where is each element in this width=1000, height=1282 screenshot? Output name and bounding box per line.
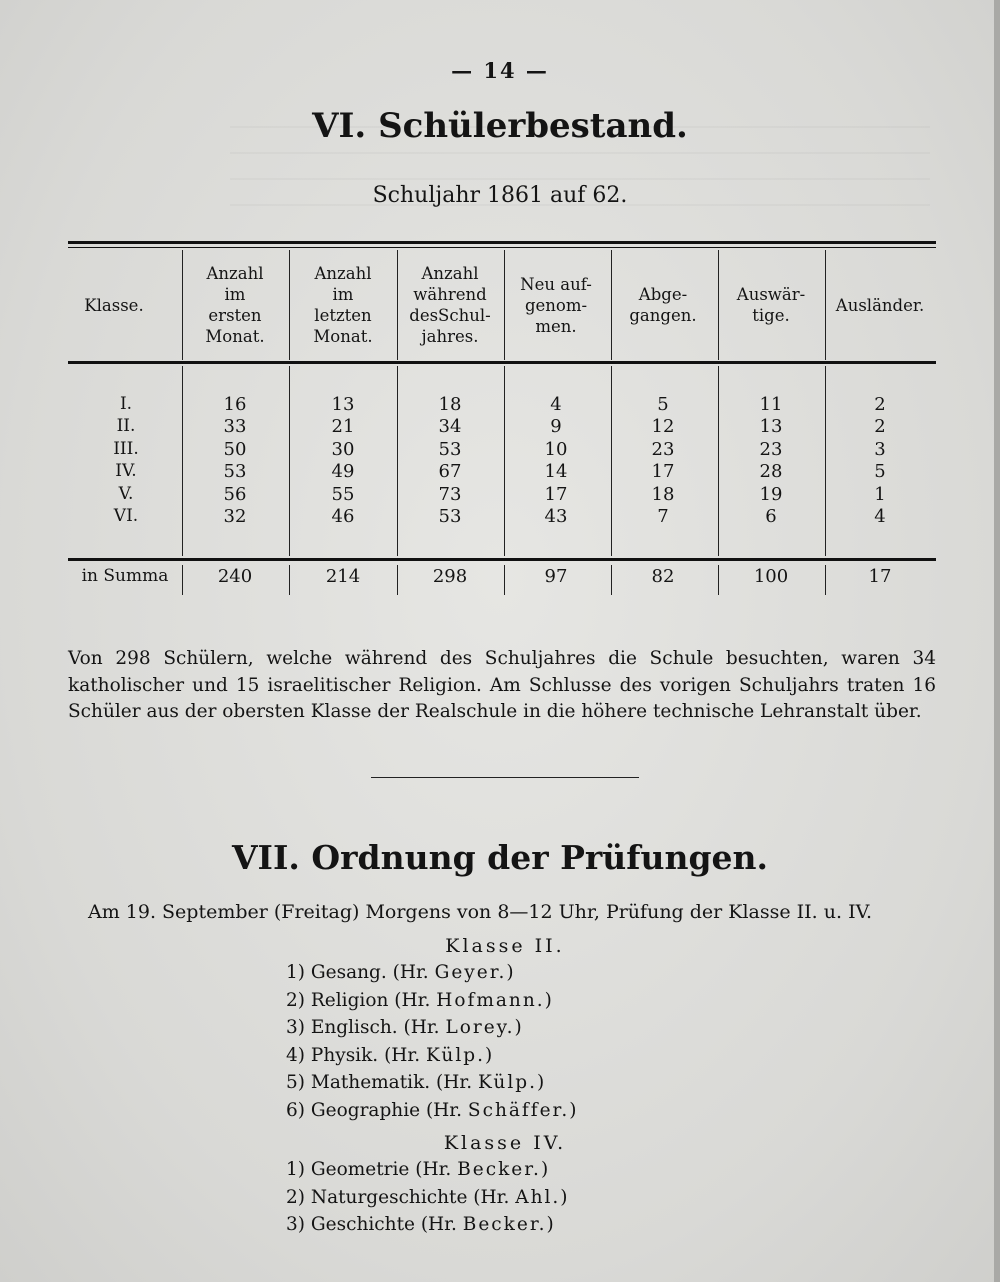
klasse-label: III.: [113, 438, 139, 459]
header-line: men.: [535, 316, 577, 336]
table-header-cell: [293, 263, 393, 347]
item-subject: Englisch. (Hr.: [310, 1017, 440, 1038]
table-cell: 16: [223, 394, 247, 415]
header-line: jahres.: [421, 327, 479, 346]
table-column-divider: [504, 565, 505, 595]
header-line: gangen.: [629, 306, 697, 325]
table-cell: 2: [874, 416, 886, 438]
table-header-cell: [613, 284, 713, 326]
table-cell: 14: [544, 461, 568, 483]
section-divider: [371, 777, 639, 778]
table-cell: 18: [651, 483, 675, 505]
table-column-divider: [718, 366, 719, 556]
table-cell: 17: [651, 461, 675, 483]
header-line: Anzahl: [206, 264, 264, 283]
table-column-divider: [182, 250, 183, 360]
item-number: 3): [286, 1017, 311, 1038]
sum-label: in Summa: [81, 566, 169, 586]
header-line: genom-: [524, 295, 588, 315]
table-column-divider: [718, 250, 719, 360]
exam-list-item: [286, 990, 554, 1011]
table-cell: 13: [759, 416, 783, 438]
exam-list-item: [286, 1100, 578, 1121]
table-column-divider: [289, 366, 290, 556]
header-line: Klasse.: [84, 295, 144, 315]
table-header-cell: [506, 274, 606, 337]
exam-list-item: [286, 1045, 494, 1066]
table-cell: 50: [223, 438, 247, 460]
table-cell: 32: [223, 506, 247, 527]
section-vi-subtitle: Schuljahr 1861 auf 62.: [372, 183, 628, 208]
exam-list-item: [286, 962, 516, 983]
table-cell: 2: [874, 394, 886, 415]
table-cell: 28: [759, 461, 783, 483]
sum-cell: 97: [544, 566, 568, 587]
table-column-divider: [504, 250, 505, 360]
table-cell: 30: [331, 438, 355, 460]
table-cell: 23: [651, 438, 675, 460]
exam-list-item: [286, 1159, 550, 1180]
table-column-divider: [289, 565, 290, 595]
header-line: letzten: [314, 306, 372, 325]
item-teacher: Schäffer.): [467, 1099, 579, 1121]
item-subject: Physik. (Hr.: [310, 1044, 421, 1066]
header-line: im: [332, 285, 354, 304]
item-number: 5): [286, 1072, 311, 1093]
item-subject: Religion (Hr.: [310, 989, 431, 1011]
item-teacher: Becker.): [457, 1159, 551, 1180]
table-cell: 43: [544, 506, 568, 527]
table-cell: 10: [544, 438, 568, 460]
exam-list-item: [286, 1017, 524, 1038]
table-column-divider: [182, 565, 183, 595]
table-cell: 11: [759, 394, 783, 415]
item-number: 3): [286, 1214, 311, 1235]
header-line: während: [413, 285, 487, 304]
item-number: 1): [286, 962, 311, 983]
klasse-label: VI.: [113, 506, 139, 526]
exam-list-item: [286, 1072, 546, 1093]
table-cell: 5: [657, 394, 669, 415]
table-cell: 19: [759, 483, 783, 505]
page-number: — 14 —: [451, 58, 549, 83]
header-line: desSchul-: [409, 306, 491, 325]
table-sum-rule: [68, 558, 936, 561]
sum-cell: 82: [651, 566, 675, 587]
table-cell: 23: [759, 438, 783, 460]
item-subject: Gesang. (Hr.: [310, 962, 429, 983]
exam-schedule-line: Am 19. September (Freitag) Morgens von 8—12 Uhr, Prüfung der Klasse II. u. IV.: [88, 901, 873, 923]
header-line: Anzahl: [421, 264, 479, 283]
item-number: 4): [286, 1044, 311, 1066]
table-cell: 21: [331, 416, 355, 438]
item-number: 1): [286, 1159, 311, 1180]
table-header-cell: [400, 263, 500, 347]
table-cell: 55: [331, 483, 355, 505]
item-subject: Geometrie (Hr.: [310, 1159, 452, 1180]
table-cell: 5: [874, 461, 886, 483]
table-column-divider: [397, 565, 398, 595]
sum-cell: 100: [753, 566, 789, 587]
section-vi-title: VI. Schülerbestand.: [312, 106, 688, 146]
item-subject: Naturgeschichte (Hr.: [310, 1186, 510, 1208]
item-teacher: Ahl.): [515, 1186, 570, 1208]
item-teacher: Becker.): [462, 1214, 556, 1235]
table-cell: 17: [544, 483, 568, 505]
header-line: tige.: [752, 306, 790, 325]
table-cell: 53: [438, 438, 462, 460]
item-subject: Geographie (Hr.: [310, 1099, 463, 1121]
header-line: Monat.: [313, 327, 373, 346]
table-cell: 9: [550, 416, 562, 438]
table-cell: 34: [438, 416, 462, 438]
table-header-cell: [185, 263, 285, 347]
header-line: Auswär-: [736, 285, 806, 304]
table-column-divider: [289, 250, 290, 360]
table-header-rule: [68, 361, 936, 364]
table-column-divider: [611, 250, 612, 360]
header-line: Neu auf-: [520, 274, 592, 294]
table-column-divider: [825, 366, 826, 556]
enrollment-paragraph: Von 298 Schülern, welche während des Schuljahres die Schule besuchten, waren 34 katholischer und 15 israelitischer Religion. Am Schlusse des vorigen Schuljahrs traten 16 Schüler aus der obersten Klasse der Realschule in die höhere technische Lehranstalt über.: [68, 648, 936, 722]
klasse-ii-heading: Klasse II.: [445, 935, 565, 957]
table-cell: 4: [874, 506, 886, 527]
table-column-divider: [611, 366, 612, 556]
table-column-divider: [397, 250, 398, 360]
table-cell: 4: [550, 394, 562, 415]
table-cell: 33: [223, 416, 247, 438]
table-cell: 46: [331, 506, 355, 527]
table-column-divider: [718, 565, 719, 595]
table-header-cell: [64, 295, 164, 316]
table-header-cell: [721, 284, 821, 326]
header-line: Anzahl: [314, 264, 372, 283]
klasse-label: I.: [119, 394, 133, 414]
table-cell: 73: [438, 483, 462, 505]
header-line: Abge-: [638, 285, 688, 304]
klasse-label: V.: [118, 483, 134, 504]
item-teacher: Külp.): [477, 1072, 547, 1093]
table-cell: 56: [223, 483, 247, 505]
header-line: ersten: [208, 306, 262, 325]
sum-cell: 298: [432, 566, 468, 587]
table-cell: 3: [874, 438, 886, 460]
item-number: 2): [286, 989, 311, 1011]
section-vii-title: VII. Ordnung der Prüfungen.: [231, 838, 769, 877]
item-teacher: Külp.): [426, 1044, 495, 1066]
item-number: 6): [286, 1099, 311, 1121]
klasse-label: IV.: [115, 461, 137, 482]
table-column-divider: [504, 366, 505, 556]
table-cell: 7: [657, 506, 669, 527]
exam-list-item: [286, 1187, 570, 1208]
item-teacher: Lorey.): [445, 1017, 524, 1038]
table-cell: 12: [651, 416, 675, 438]
table-column-divider: [182, 366, 183, 556]
sum-cell: 17: [868, 566, 892, 587]
table-cell: 53: [438, 506, 462, 527]
exam-list-item: [286, 1214, 556, 1235]
table-column-divider: [611, 565, 612, 595]
header-line: Monat.: [205, 327, 265, 346]
klasse-label: II.: [116, 416, 136, 437]
table-cell: 6: [765, 506, 777, 527]
table-header-cell: [825, 295, 935, 316]
table-column-divider: [397, 366, 398, 556]
sum-cell: 214: [325, 566, 361, 587]
header-line: im: [224, 285, 246, 304]
table-top-rule: [68, 241, 936, 244]
item-teacher: Hofmann.): [436, 989, 554, 1011]
table-cell: 49: [331, 461, 355, 483]
table-top-rule-thin: [68, 247, 936, 248]
item-teacher: Geyer.): [434, 962, 516, 983]
table-cell: 53: [223, 461, 247, 483]
header-line: Ausländer.: [835, 295, 925, 315]
table-cell: 18: [438, 394, 462, 415]
table-cell: 1: [874, 483, 886, 505]
item-subject: Mathematik. (Hr.: [310, 1072, 473, 1093]
item-number: 2): [286, 1186, 311, 1208]
table-cell: 67: [438, 461, 462, 483]
klasse-iv-heading: Klasse IV.: [443, 1132, 567, 1154]
item-subject: Geschichte (Hr.: [310, 1214, 457, 1235]
table-cell: 13: [331, 394, 355, 415]
table-column-divider: [825, 565, 826, 595]
sum-cell: 240: [217, 566, 253, 587]
